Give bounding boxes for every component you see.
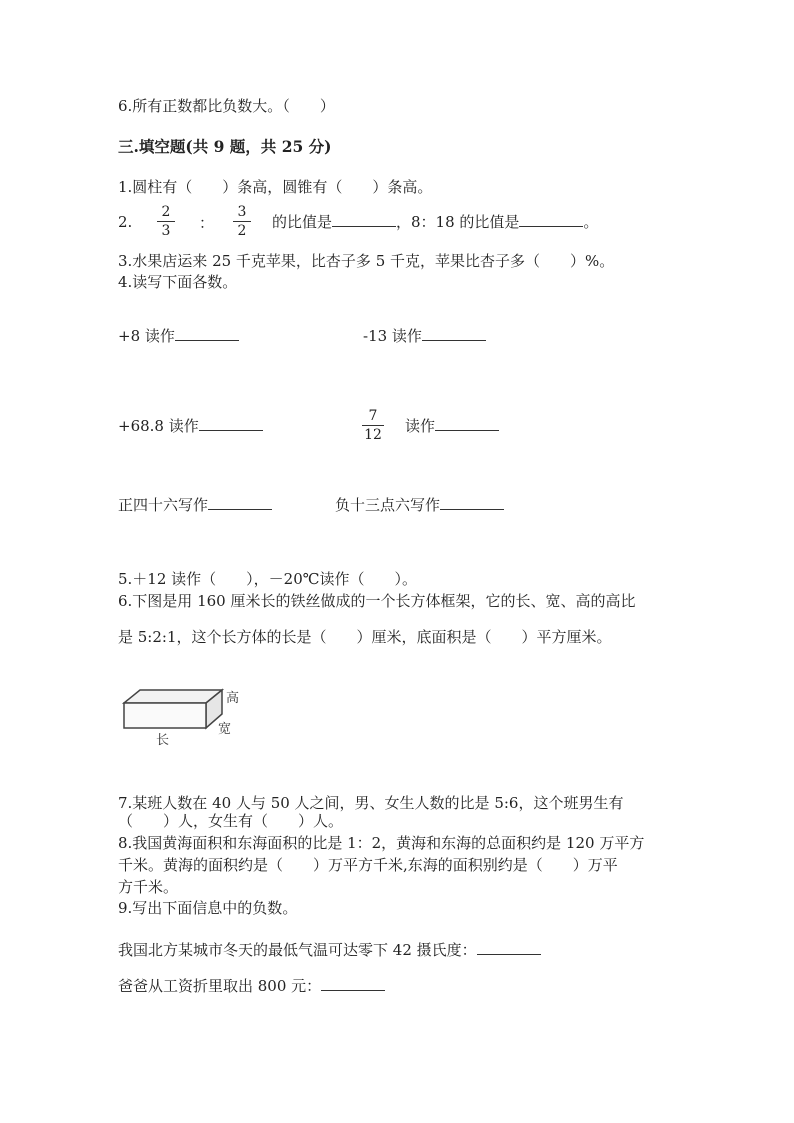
question-5: 5.＋12 读作（ ），－20℃读作（ ）。 <box>118 570 418 588</box>
question-3: 3.水果店运来 25 千克苹果，比杏子多 5 千克，苹果比杏子多（ ）%。 <box>118 252 615 270</box>
question-4f-text: 负十三点六写作 <box>335 496 441 514</box>
question-4a-text: +8 读作 <box>118 327 175 345</box>
answer-blank[interactable] <box>199 416 263 431</box>
question-2-number: 2. <box>118 213 133 231</box>
fraction-numerator: 2 <box>157 204 175 222</box>
fraction-numerator: 7 <box>362 408 384 426</box>
answer-blank[interactable] <box>440 495 504 510</box>
fraction-seven-twelfths <box>362 408 384 443</box>
question-9a <box>118 940 541 960</box>
cuboid-figure <box>118 686 248 750</box>
question-9b-text: 爸爸从工资折里取出 800 元： <box>118 977 322 995</box>
fraction-denominator: 12 <box>364 427 382 443</box>
question-1: 1.圆柱有（ ）条高，圆锥有（ ）条高。 <box>118 178 433 196</box>
fraction-numerator: 3 <box>233 204 251 222</box>
question-4c <box>118 416 263 436</box>
ratio-colon: ： <box>199 214 215 232</box>
question-2-text-2: ，8：18 的比值是 <box>396 213 520 231</box>
question-2-text-1: 的比值是 <box>272 213 333 231</box>
answer-blank[interactable] <box>175 326 239 341</box>
question-7-line-1: 7.某班人数在 40 人与 50 人之间，男、女生人数的比是 5:6，这个班男生有 <box>118 794 624 812</box>
question-4b-text: -13 读作 <box>363 327 422 345</box>
question-9a-text: 我国北方某城市冬天的最低气温可达零下 42 摄氏度： <box>118 941 477 959</box>
question-9-title: 9.写出下面信息中的负数。 <box>118 899 298 917</box>
answer-blank[interactable] <box>519 212 583 227</box>
question-2-text-3: 。 <box>583 213 599 231</box>
question-4e <box>118 495 272 515</box>
section-heading: 三.填空题(共 9 题，共 25 分) <box>118 137 332 156</box>
question-6-line-2: 是 5:2:1，这个长方体的长是（ ）厘米，底面积是（ ）平方厘米。 <box>118 628 612 646</box>
question-8-line-1: 8.我国黄海面积和东海面积的比是 1：2，黄海和东海的总面积约是 120 万平方 <box>118 834 645 852</box>
answer-blank[interactable] <box>332 212 396 227</box>
answer-blank[interactable] <box>422 326 486 341</box>
question-4d <box>405 416 499 436</box>
label-height: 高 <box>226 691 240 706</box>
question-4b <box>363 326 486 346</box>
fraction-two-thirds <box>157 204 175 239</box>
answer-blank[interactable] <box>477 940 541 955</box>
question-4e-text: 正四十六写作 <box>118 496 209 514</box>
question-4c-text: +68.8 读作 <box>118 417 199 435</box>
fraction-denominator: 3 <box>161 223 171 239</box>
question-6-line-1: 6.下图是用 160 厘米长的铁丝做成的一个长方体框架，它的长、宽、高的高比 <box>118 592 636 610</box>
judge-question-6: 6.所有正数都比负数大。（ ） <box>118 97 335 115</box>
question-4d-text: 读作 <box>405 417 436 435</box>
question-4f <box>335 495 504 515</box>
question-4a <box>118 326 239 346</box>
label-length: 长 <box>156 733 170 748</box>
answer-blank[interactable] <box>321 976 385 991</box>
question-8-line-2: 千米。黄海的面积约是（ ）万平方千米,东海的面积别约是（ ）万平 <box>118 856 618 874</box>
cuboid-front-face <box>124 703 206 728</box>
question-8-line-3: 方千米。 <box>118 878 179 896</box>
question-9b <box>118 976 385 996</box>
label-width: 宽 <box>218 722 232 737</box>
question-4-title: 4.读写下面各数。 <box>118 273 238 291</box>
answer-blank[interactable] <box>208 495 272 510</box>
question-2-text <box>272 212 598 232</box>
fraction-three-halves <box>233 204 251 239</box>
answer-blank[interactable] <box>435 416 499 431</box>
fraction-denominator: 2 <box>237 223 247 239</box>
question-7-line-2: （ ）人，女生有（ ）人。 <box>118 812 344 830</box>
